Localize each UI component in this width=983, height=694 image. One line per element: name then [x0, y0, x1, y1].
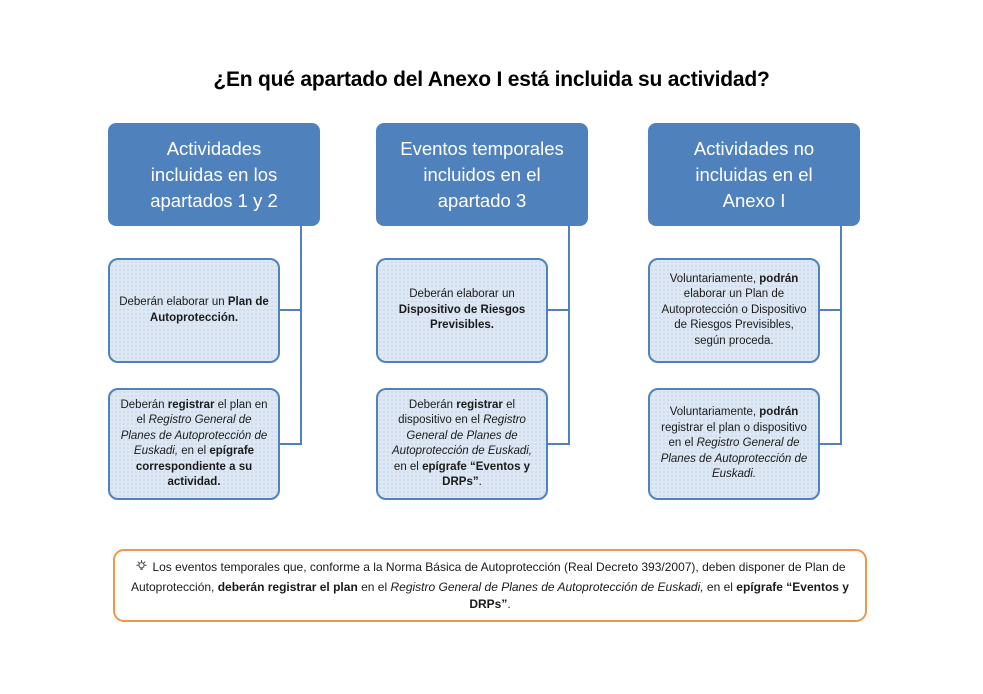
page-title: ¿En qué apartado del Anexo I está incluida su actividad?	[213, 68, 770, 91]
connector-stub	[547, 309, 569, 311]
flow-box-text: Deberán registrar el dispositivo en el Registro General de Planes de Autoprotección de Euskadi, en el epígrafe “Eventos y DRPs”.	[391, 398, 532, 488]
flow-box	[648, 258, 820, 363]
connector-vertical-line	[300, 226, 302, 445]
flow-box	[376, 388, 548, 500]
lightbulb-icon	[134, 559, 149, 579]
note-rich-text: Los eventos temporales que, conforme a la Norma Básica de Autoprotección (Real Decreto 393/2007), deben disponer de Plan de Autoprotección, deberán registrar el plan en el Registro General de Planes de Autoprotección de Euskadi, en el epígrafe “Eventos y DRPs”.	[131, 559, 849, 611]
connector-vertical-line	[568, 226, 570, 445]
flow-box-text: Voluntariamente, podrán registrar el plan o dispositivo en el Registro General de Planes de Autoprotección de Euskadi.	[660, 406, 808, 481]
column-apartado-3	[376, 123, 588, 503]
flow-box-text: Deberán elaborar un Dispositivo de Riesgos Previsibles.	[398, 288, 526, 332]
note-box	[113, 549, 867, 622]
connector-stub	[279, 443, 301, 445]
flow-box	[108, 258, 280, 363]
flow-box-text: Deberán elaborar un Plan de Autoprotección.	[119, 296, 269, 324]
column-header: Actividades no incluidas en el Anexo I	[648, 123, 860, 226]
note-text	[131, 559, 849, 613]
flow-box-text: Voluntariamente, podrán elaborar un Plan de Autoprotección o Dispositivo de Riesgos Previsibles, según proceda.	[661, 272, 807, 347]
flow-box	[648, 388, 820, 500]
column-header: Eventos temporales incluidos en el apartado 3	[376, 123, 588, 226]
connector-stub	[547, 443, 569, 445]
connector-stub	[819, 443, 841, 445]
column-no-incluidas	[648, 123, 860, 503]
connector-stub	[819, 309, 841, 311]
column-apartados-1-2	[108, 123, 320, 503]
column-header: Actividades incluidas en los apartados 1 y 2	[108, 123, 320, 226]
connector-stub	[279, 309, 301, 311]
flow-box-text: Deberán registrar el plan en el Registro General de Planes de Autoprotección de Euskadi, en el epígrafe correspondiente a su actividad.	[120, 398, 268, 488]
flow-box	[376, 258, 548, 363]
connector-vertical-line	[840, 226, 842, 445]
flow-box	[108, 388, 280, 500]
